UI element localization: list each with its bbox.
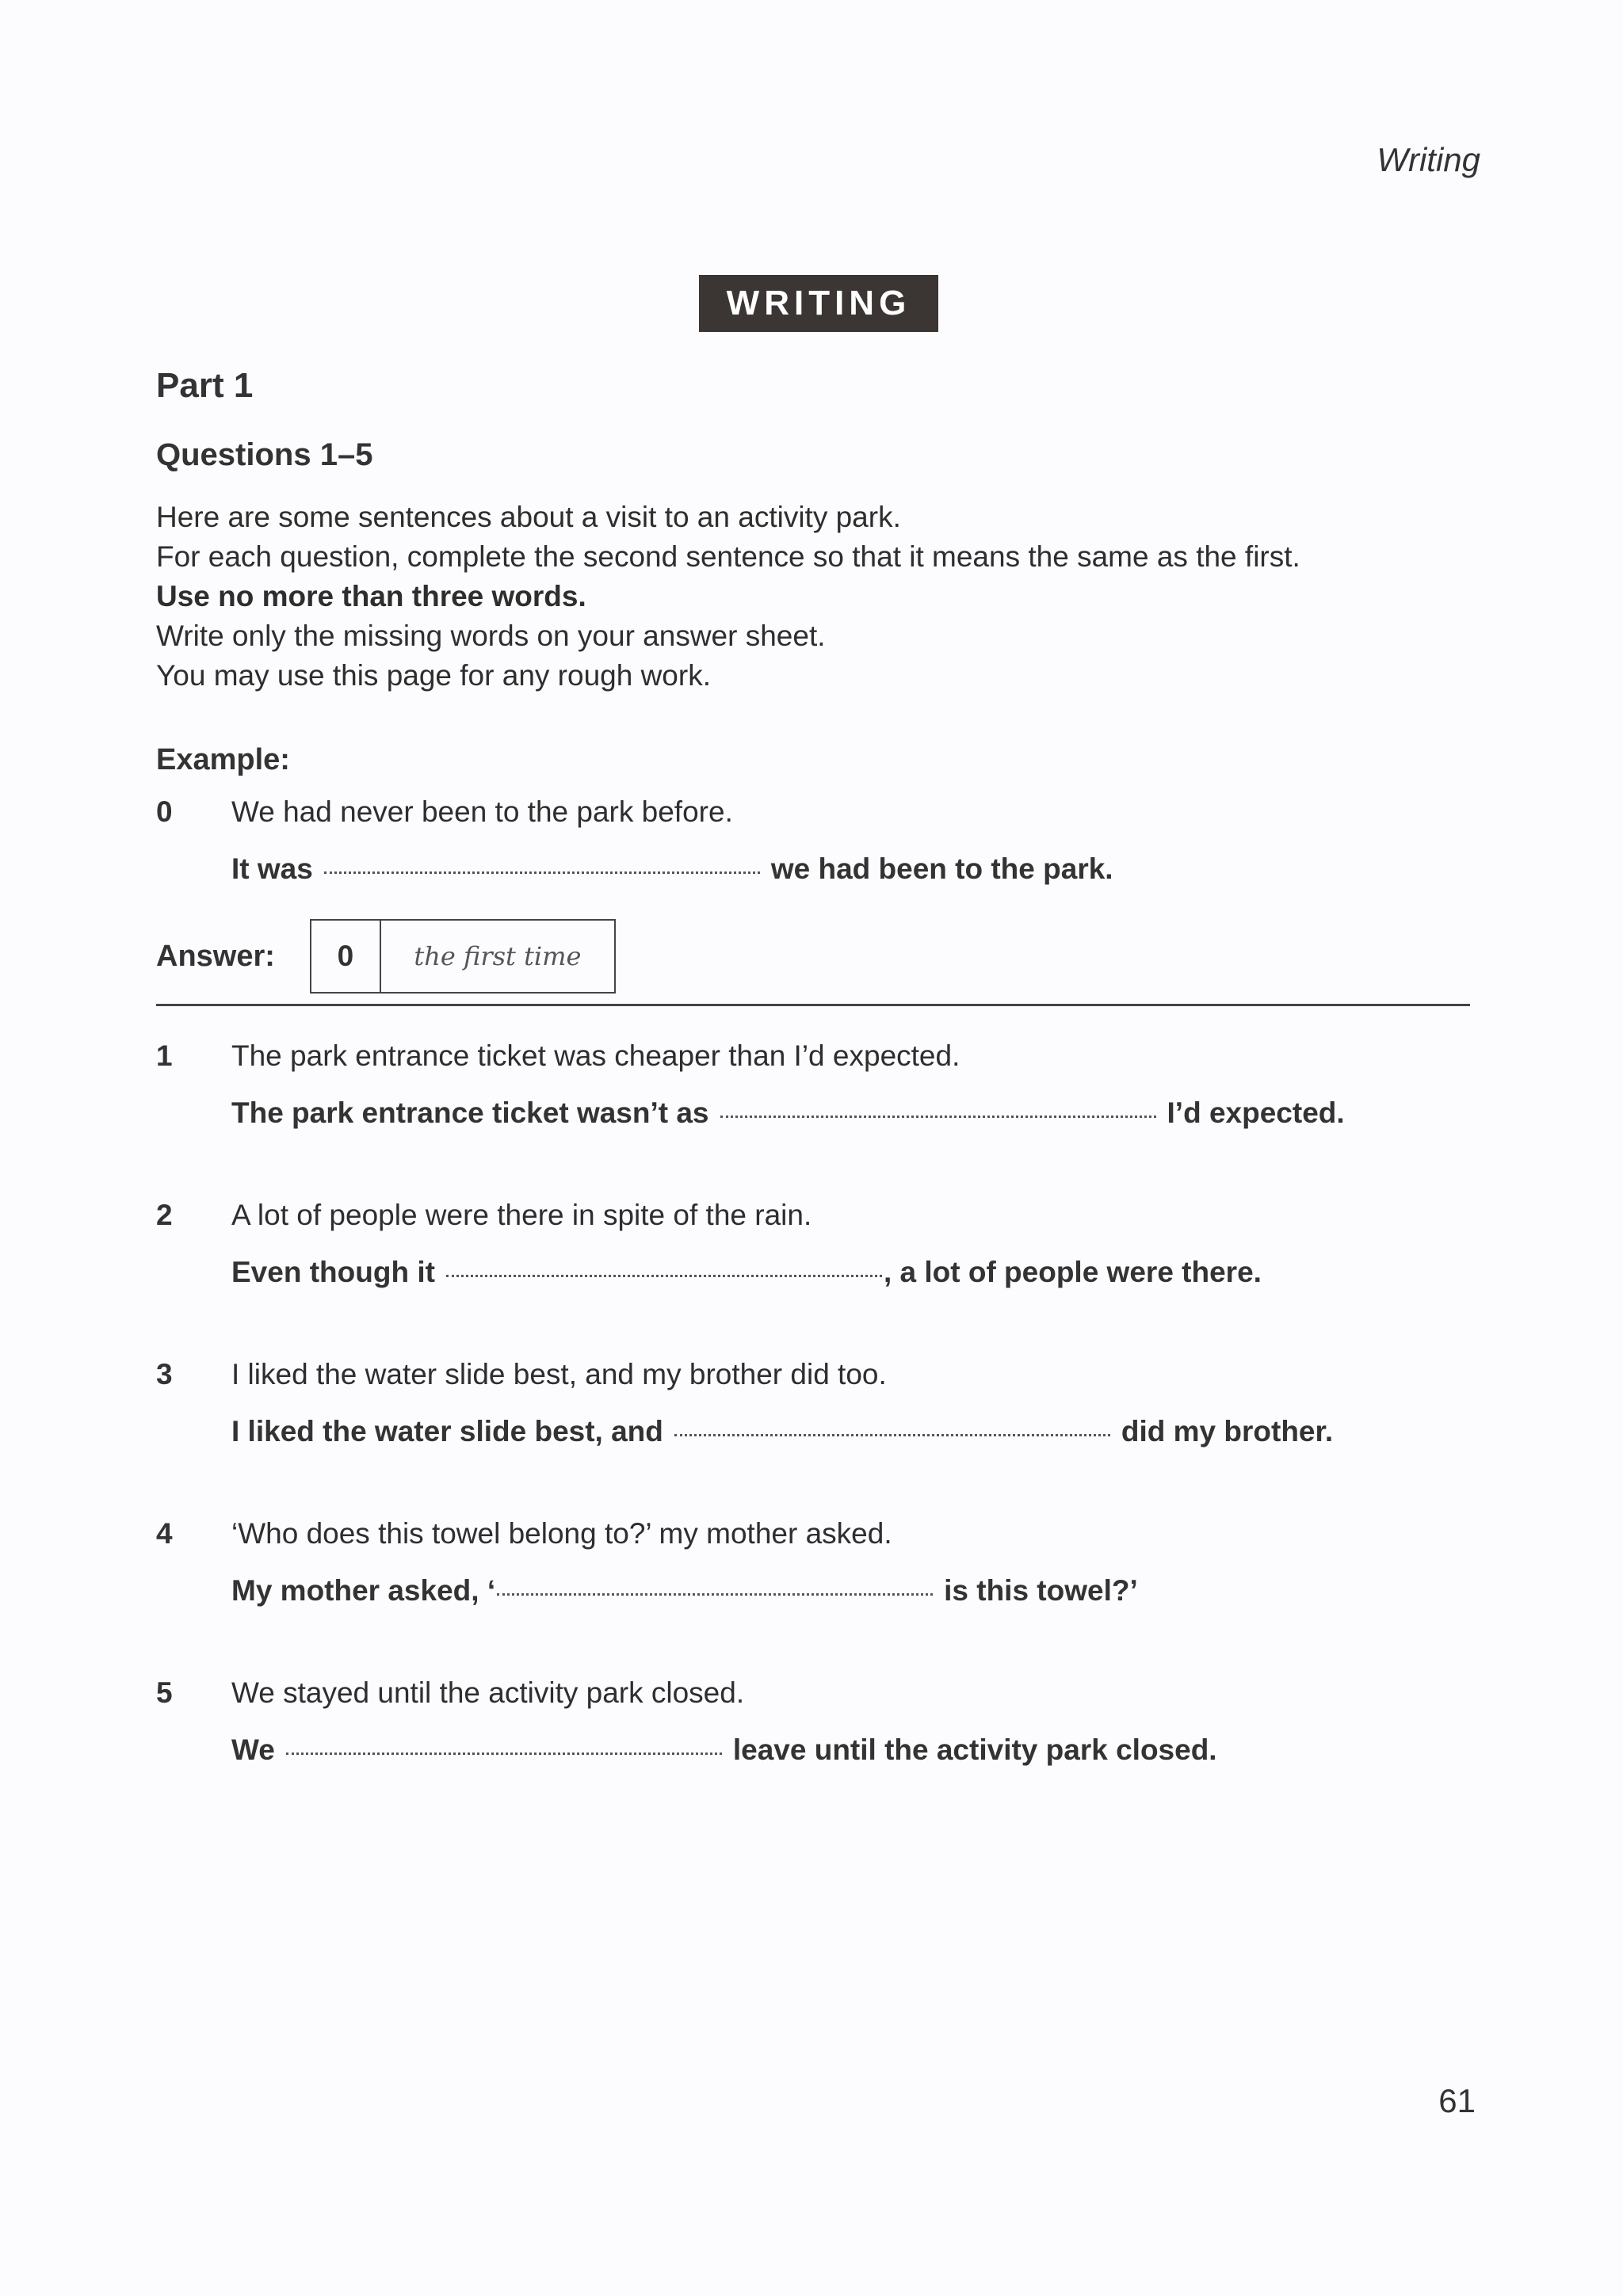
question-sentence: We stayed until the activity park closed. [231, 1676, 745, 1709]
question-rewrite [231, 1574, 1138, 1608]
instruction-line: Here are some sentences about a visit to an activity park. [156, 501, 901, 533]
answer-gap [324, 871, 760, 874]
question-rewrite [231, 852, 1113, 886]
answer-gap [446, 1274, 882, 1277]
question-rewrite [231, 1256, 1262, 1289]
running-head: Writing [1377, 141, 1480, 178]
question-sentence: I liked the water slide best, and my brother did too. [231, 1358, 887, 1390]
rewrite-before: The park entrance ticket wasn’t as [231, 1097, 709, 1129]
answer-gap [497, 1592, 933, 1596]
question-number: 4 [156, 1517, 173, 1550]
section-divider [156, 1004, 1470, 1006]
instruction-line: For each question, complete the second sentence so that it means the same as the first. [156, 540, 1300, 573]
rewrite-after: I’d expected. [1167, 1097, 1345, 1129]
instruction-line: You may use this page for any rough work. [156, 659, 711, 692]
part-title: Part 1 [156, 366, 254, 405]
answer-box-text: the first time [414, 941, 582, 971]
rewrite-after: leave until the activity park closed. [732, 1733, 1217, 1766]
question-sentence: We had never been to the park before. [231, 795, 733, 828]
instruction-line: Write only the missing words on your answer sheet. [156, 620, 826, 652]
answer-box-number: 0 [311, 921, 381, 992]
question-sentence: A lot of people were there in spite of the rain. [231, 1199, 812, 1231]
answer-gap [720, 1115, 1156, 1118]
example-answer-row [156, 919, 616, 994]
rewrite-after: , a lot of people were there. [883, 1256, 1262, 1288]
question-rewrite [231, 1097, 1345, 1130]
section-banner: WRITING [699, 275, 938, 332]
instructions [156, 498, 1440, 696]
question-number: 0 [156, 795, 173, 828]
answer-box [310, 919, 616, 994]
rewrite-before: I liked the water slide best, and [231, 1415, 663, 1447]
rewrite-after: did my brother. [1121, 1415, 1334, 1447]
question-number: 5 [156, 1676, 173, 1709]
question-sentence: The park entrance ticket was cheaper than I’d expected. [231, 1039, 960, 1072]
rewrite-before: It was [231, 852, 313, 885]
rewrite-before: We [231, 1733, 275, 1766]
instruction-line-emphasis: Use no more than three words. [156, 580, 586, 612]
rewrite-after: we had been to the park. [770, 852, 1113, 885]
answer-label: Answer: [156, 939, 275, 973]
page-number: 61 [1438, 2082, 1476, 2119]
question-number: 2 [156, 1199, 173, 1231]
question-rewrite [231, 1733, 1217, 1767]
question-sentence: ‘Who does this towel belong to?’ my mother asked. [231, 1517, 892, 1550]
answer-gap [286, 1752, 722, 1755]
questions-title: Questions 1–5 [156, 437, 373, 472]
question-number: 3 [156, 1358, 173, 1390]
rewrite-before: My mother asked, ‘ [231, 1574, 496, 1607]
question-rewrite [231, 1415, 1333, 1448]
rewrite-before: Even though it [231, 1256, 435, 1288]
rewrite-after: is this towel?’ [944, 1574, 1138, 1607]
example-label: Example: [156, 743, 290, 776]
question-number: 1 [156, 1039, 173, 1072]
answer-gap [674, 1433, 1110, 1436]
